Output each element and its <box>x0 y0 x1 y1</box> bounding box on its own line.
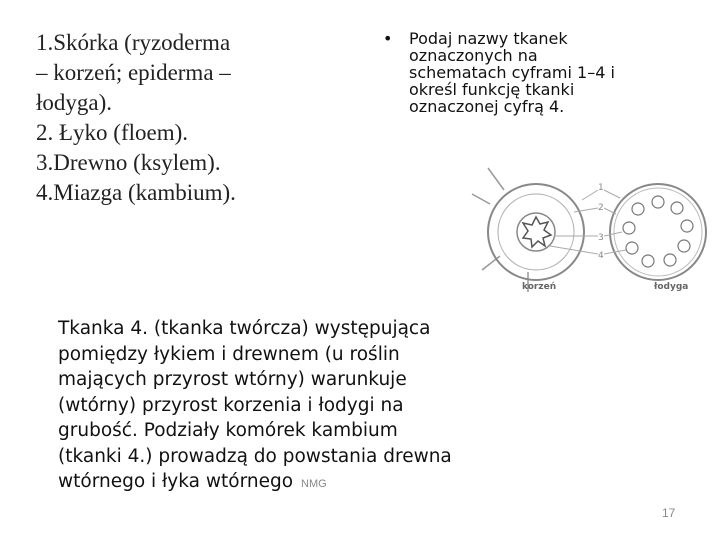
bullet-point: • <box>383 29 393 48</box>
answer-line-6: 4.Miazga (kambium). <box>36 180 236 205</box>
author-initials: NMG <box>301 478 327 490</box>
explanation-line-4: (wtórny) przyrost korzenia i łodygi na <box>58 394 404 416</box>
diagram-number-4: 4 <box>598 251 604 261</box>
diagram-number-3: 3 <box>598 233 604 243</box>
page-number: 17 <box>662 506 676 520</box>
question-line-5: oznaczonej cyfrą 4. <box>409 97 565 116</box>
diagram-number-1: 1 <box>598 183 604 193</box>
answer-line-1: 1.Skórka (ryzoderma <box>36 30 231 55</box>
explanation-line-7-text: wtórnego i łyka wtórnego <box>58 471 294 492</box>
question-line-3: schematach cyframi 1–4 i <box>409 63 615 82</box>
explanation-line-6: (tkanki 4.) prowadzą do powstania drewna <box>58 445 452 467</box>
answer-list <box>36 28 336 208</box>
explanation-line-1: Tkanka 4. (tkanka twórcza) występująca <box>58 318 431 339</box>
answer-line-2: – korzeń; epiderma – <box>36 60 231 85</box>
root-label: korzeń <box>522 282 557 292</box>
stem-label: łodyga <box>654 282 689 292</box>
explanation-line-3: mających przyrost wtórny) warunkuje <box>58 369 407 390</box>
answer-line-3: łodyga). <box>36 90 113 115</box>
explanation-line-7 <box>58 469 538 498</box>
explanation-line-2: pomiędzy łykiem i drewnem (u roślin <box>58 343 400 365</box>
tissue-diagram <box>470 160 710 300</box>
explanation-line-5: grubość. Podziały komórek kambium <box>58 420 398 441</box>
answer-line-4: 2. Łyko (floem). <box>36 120 189 145</box>
answer-line-5: 3.Drewno (ksylem). <box>36 150 221 175</box>
explanation-text <box>58 316 538 498</box>
question-text <box>409 30 699 115</box>
question-line-1: Podaj nazwy tkanek <box>409 29 568 48</box>
leader-lines <box>550 190 626 254</box>
stem-cross-section <box>610 184 706 280</box>
question-line-4: określ funkcję tkanki <box>409 80 575 99</box>
diagram-number-2: 2 <box>598 203 604 213</box>
root-cross-section <box>488 184 584 280</box>
question-line-2: oznaczonych na <box>409 46 538 65</box>
